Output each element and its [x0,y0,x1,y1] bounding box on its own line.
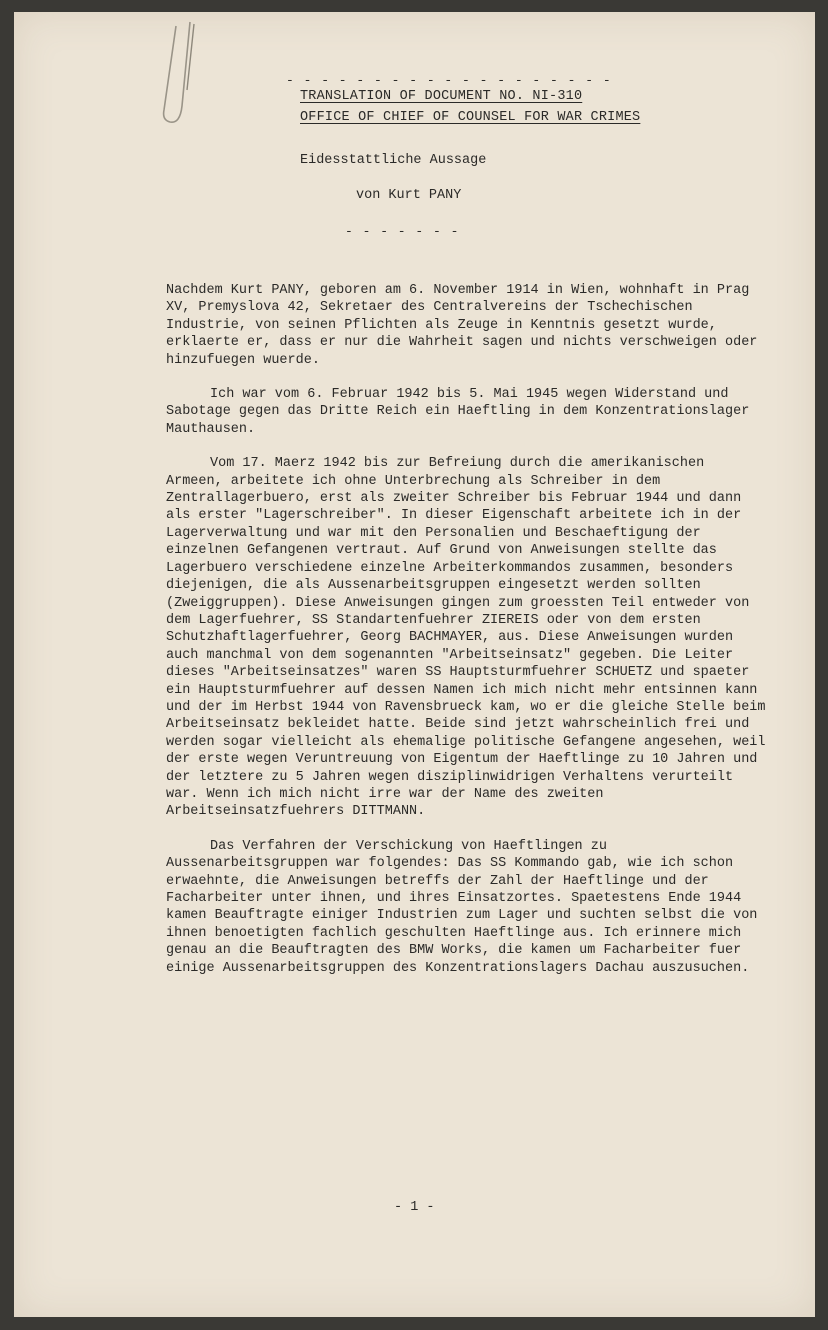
page-number: - 1 - [394,1200,435,1215]
paragraph-1: Nachdem Kurt PANY, geboren am 6. November 1914 in Wien, wohnhaft in Prag XV, Premyslova 42, Sekretaer des Centralvereins der Tschechischen Industrie, von seinen Pflichten als Zeuge in Kenntnis gesetzt wurde, erklaerte er, dass er nur die Wahrheit sagen und nichts verschweigen oder hinzufuegen wuerde. [166,283,758,368]
office-header: OFFICE OF CHIEF OF COUNSEL FOR WAR CRIMES [300,110,641,125]
translation-header: TRANSLATION OF DOCUMENT NO. NI-310 [300,89,583,104]
paragraph-4: Das Verfahren der Verschickung von Haeftlingen zu Aussenarbeitsgruppen war folgendes: Das SS Kommando gab, wie ich schon erwaehnte, die Anweisungen betreffs der Zahl der Haeftlinge und der Facharbeiter unter ihnen, und ihres Einsatzortes. Spaetestens Ende 1944 kamen Beauftragte einiger Industrien zum Lager und suchten selbst die von ihnen benoetigten fachlich geschulten Haeftlinge aus. Ich erinnere mich genau an die Beauftragten des BMW Works, die kamen um Facharbeiter fuer einige Aussenarbeitsgruppen des Konzentrationslagers Dachau auszusuchen. [166,838,758,976]
paperclip-mark-icon [162,20,202,130]
header-dash-rule: - - - - - - - - - - - - - - - - - - - [286,73,612,88]
title-separator: - - - - - - - [345,224,460,239]
affidavit-body [166,282,766,994]
paragraph-2: Ich war vom 6. Februar 1942 bis 5. Mai 1945 wegen Widerstand und Sabotage gegen das Dritte Reich ein Haeftling in dem Konzentrationslager Mauthausen. [166,387,750,437]
document-header [286,86,640,128]
document-subtitle: von Kurt PANY [356,188,462,203]
paragraph-3: Vom 17. Maerz 1942 bis zur Befreiung durch die amerikanischen Armeen, arbeitete ich ohne Unterbrechung als Schreiber in dem Zentrallagerbuero, erst als zweiter Schreiber bis Februar 1944 und dann als erster "Lagerschreiber". In dieser Eigenschaft arbeitete ich in der Lagerverwaltung und war mit den Personalien und Beschaeftigung der einzelnen Gefangenen vertraut. Auf Grund von Anweisungen stellte das Lagerbuero verschiedene einzelne Arbeiterkommandos zusammen, besonders diejenigen, die als Aussenarbeitsgruppen eingesetzt werden sollten (Zweiggruppen). Diese Anweisungen gingen zum groessten Teil entweder von dem Lagerfuehrer, SS Standartenfuehrer ZIEREIS oder von dem ersten Schutzhaftlagerfuehrer, Georg BACHMAYER, aus. Diese Anweisungen wurden auch manchmal von dem sogenannten "Arbeitseinsatz" gegeben. Die Leiter dieses "Arbeitseinsatzes" waren SS Hauptsturmfuehrer SCHUETZ und spaeter ein Hauptsturmfuehrer auf dessen Namen ich mich nicht mehr entsinnen kann und der im Herbst 1944 von Ravensbrueck kam, wo er die gleiche Stelle beim Arbeitseinsatz bekleidet hatte. Beide sind jetzt wahrscheinlich frei und werden sogar vielleicht als ehemalige politische Gefangene angesehen, weil der erste wegen Veruntreuung von Eigentum der Haeftlinge zu 10 Jahren und der letztere zu 5 Jahren wegen disziplinwidrigen Verhaltens verurteilt war. Wenn ich mich nicht irre war der Name des zweiten Arbeitseinsatzfuehrers DITTMANN. [166,456,766,820]
document-title: Eidesstattliche Aussage [300,153,487,168]
